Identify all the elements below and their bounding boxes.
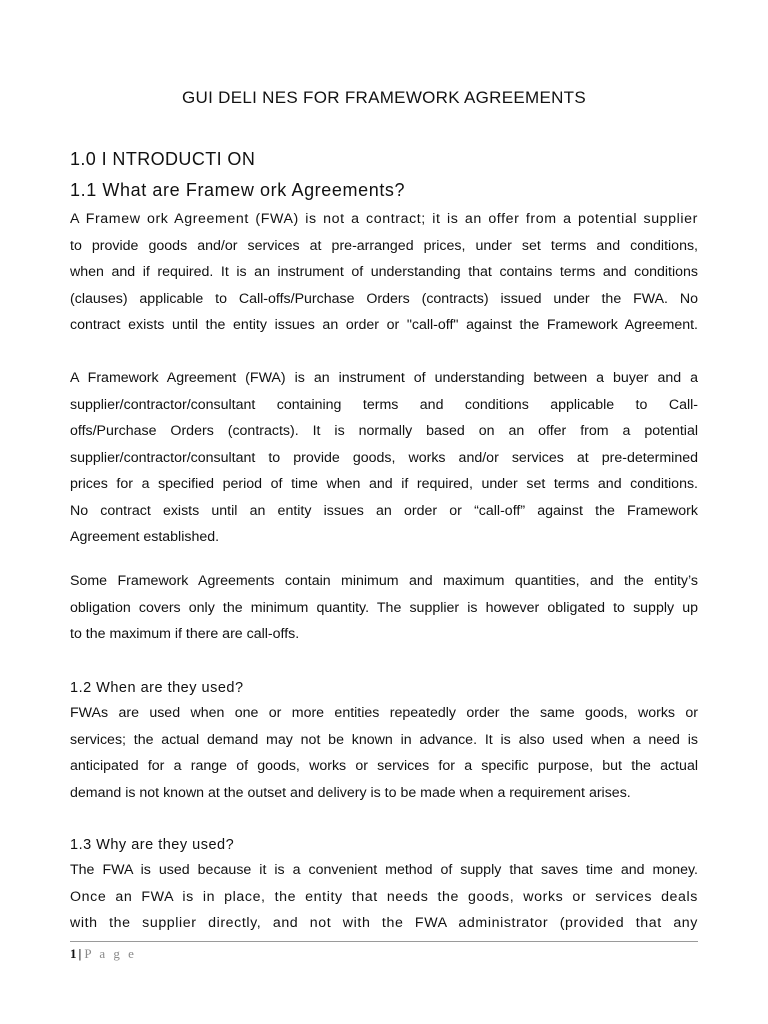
paragraph-line: Some Framework Agreements contain minimum and maximum quantities, and the entity’s — [70, 573, 698, 589]
page-number: 1 — [70, 946, 77, 961]
paragraph-line: when and if required. It is an instrument of understanding that contains terms and conditions — [70, 264, 698, 280]
paragraph-1-2 — [70, 700, 698, 806]
paragraph-1-1-c — [70, 568, 698, 648]
paragraph-line: to the maximum if there are call-offs. — [70, 626, 300, 642]
paragraph-line: FWAs are used when one or more entities repeatedly order the same goods, works or — [70, 705, 698, 721]
document-title: GUI DELI NES FOR FRAMEWORK AGREEMENTS — [181, 88, 587, 107]
paragraph-line: The FWA is used because it is a convenient method of supply that saves time and money. — [70, 862, 698, 878]
subsection-heading-1-2: 1.2 When are they used? — [70, 680, 244, 696]
paragraph-line: No contract exists until an entity issues an order or “call-off” against the Framework — [70, 502, 698, 519]
section-heading-introduction: 1.0 I NTRODUCTI ON — [70, 149, 256, 169]
paragraph-1-1-b — [70, 365, 698, 551]
paragraph-line: anticipated for a range of goods, works or services for a specific purpose, but the actual — [70, 758, 698, 774]
subsection-heading-1-3: 1.3 Why are they used? — [70, 837, 235, 853]
paragraph-line: to provide goods and/or services at pre-arranged prices, under set terms and conditions, — [70, 237, 698, 254]
paragraph-line: contract exists until the entity issues an order or "call-off" against the Framework Agreement. — [70, 317, 698, 333]
paragraph-line: A Framework Agreement (FWA) is an instrument of understanding between a buyer and a — [70, 370, 698, 386]
paragraph-line: with the supplier directly, and not with the FWA administrator (provided that any — [70, 915, 698, 931]
paragraph-1-1-a — [70, 206, 698, 339]
paragraph-line: obligation covers only the minimum quantity. The supplier is however obligated to supply up — [70, 599, 698, 616]
paragraph-line: demand is not known at the outset and delivery is to be made when a requirement arises. — [70, 784, 631, 801]
paragraph-1-3 — [70, 857, 698, 937]
paragraph-line: Once an FWA is in place, the entity that needs the goods, works or services deals — [70, 888, 698, 905]
paragraph-line: supplier/contractor/consultant containing terms and conditions applicable to Call- — [70, 396, 698, 413]
paragraph-line: services; the actual demand may not be known in advance. It is also used when a need is — [70, 731, 698, 748]
paragraph-line: Agreement established. — [70, 529, 220, 545]
page-footer — [70, 945, 136, 963]
paragraph-line: prices for a specified period of time when and if required, under set terms and conditions. — [70, 476, 698, 492]
footer-divider — [70, 941, 698, 942]
paragraph-line: (clauses) applicable to Call-offs/Purchase Orders (contracts) issued under the FWA. No — [70, 290, 698, 307]
footer-separator: | — [78, 946, 82, 961]
paragraph-line: A Framew ork Agreement (FWA) is not a contract; it is an offer from a potential supplier — [70, 211, 698, 227]
subsection-heading-1-1: 1.1 What are Framew ork Agreements? — [70, 180, 406, 200]
paragraph-line: offs/Purchase Orders (contracts). It is normally based on an offer from a potential — [70, 423, 698, 439]
paragraph-line: supplier/contractor/consultant to provide goods, works and/or services at pre-determined — [70, 449, 698, 466]
page-label: P a g e — [84, 946, 137, 961]
